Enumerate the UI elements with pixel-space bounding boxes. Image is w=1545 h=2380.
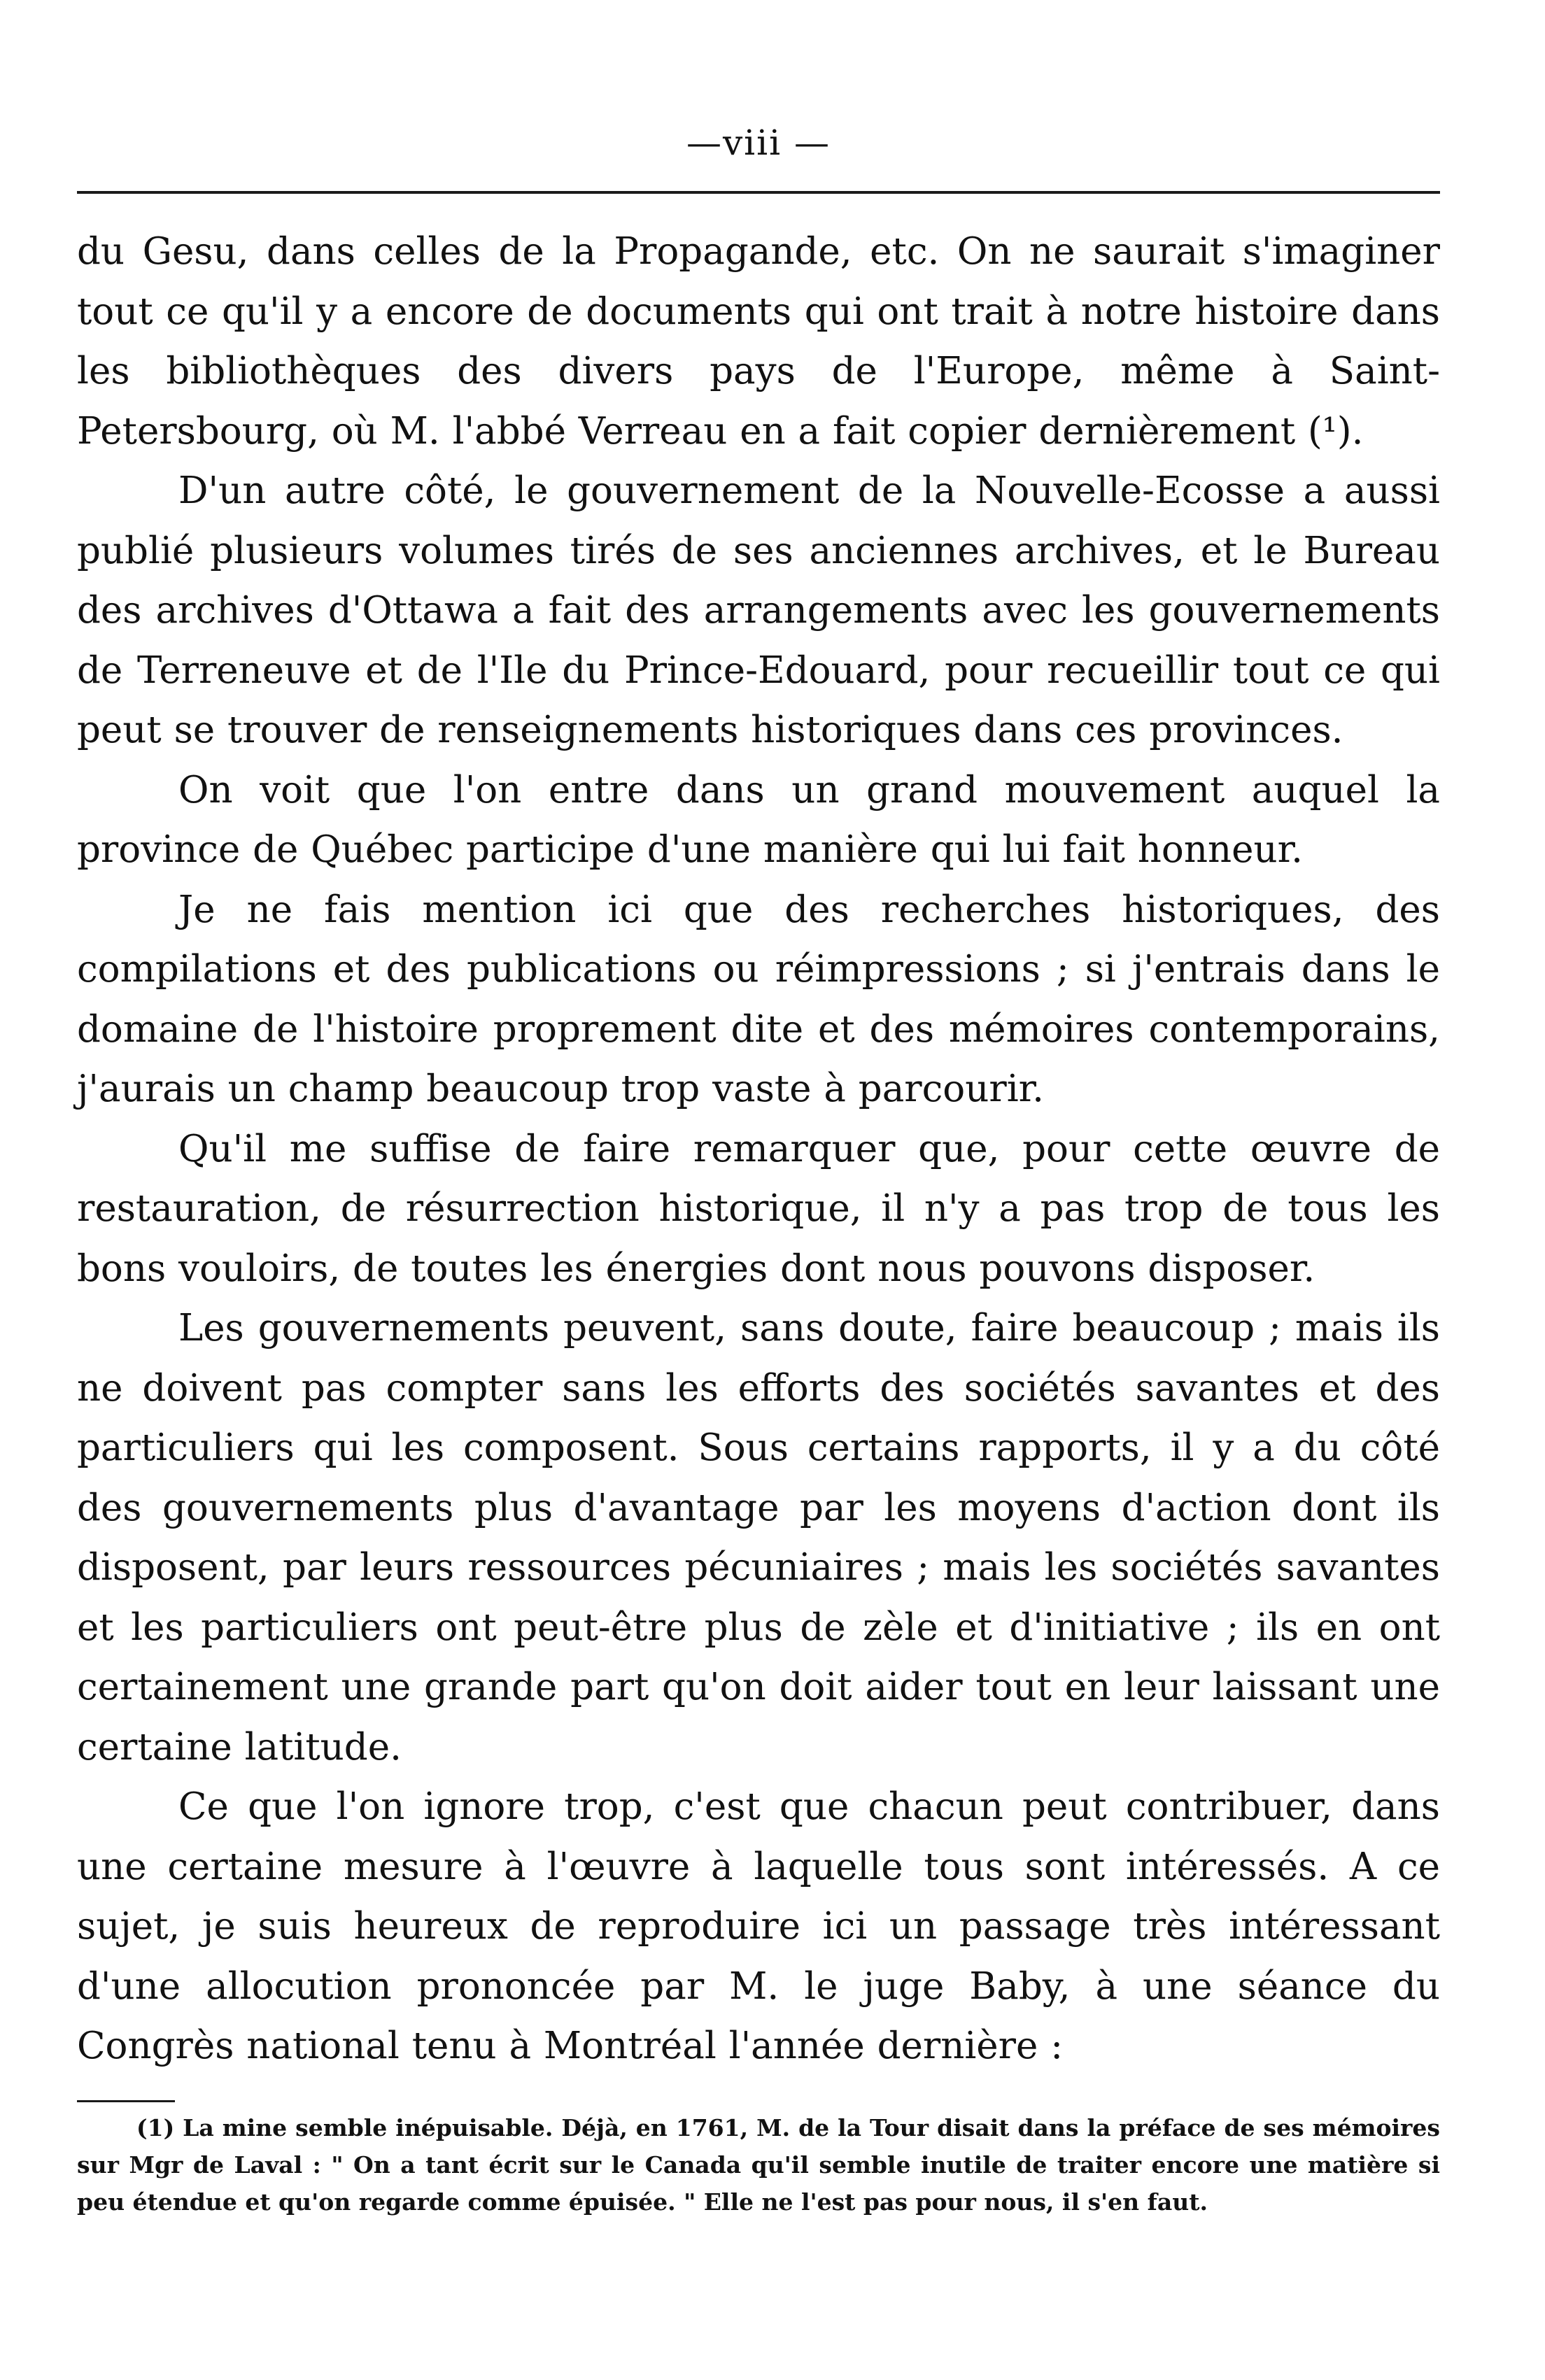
footnote-text: (1) La mine semble inépuisable. Déjà, en 1761, M. de la Tour disait dans la préface de ses mémoires sur Mgr de Laval : " On a tant écrit sur le Canada qu'il semble inutile de traiter encore une matière si peu étendue et qu'on regarde comme épuisée. " Elle ne l'est pas pour nous, il s'en faut. [77,2113,1440,2216]
paragraph-6: Les gouvernements peuvent, sans doute, faire beaucoup ; mais ils ne doivent pas compter sans les efforts des sociétés savantes et des particuliers qui les composent. Sous certains rapports, il y a du côté des gouvernements plus d'avantage par les moyens d'action dont ils disposent, par leurs ressources pécuniaires ; mais les sociétés savantes et les particuliers ont peut-être plus de zèle et d'initiative ; ils en ont certainement une grande part qu'on doit aider tout en leur laissant une certaine latitude. [77,1307,1440,1769]
body-text [77,222,1440,2076]
paragraph-2: D'un autre côté, le gouvernement de la Nouvelle-Ecosse a aussi publié plusieurs volumes tirés de ses anciennes archives, et le Bureau des archives d'Ottawa a fait des arrangements avec les gouvernements de Terreneuve et de l'Ile du Prince-Edouard, pour recueillir tout ce qui peut se trouver de renseignements historiques dans ces provinces. [77,469,1440,751]
paragraph-1: du Gesu, dans celles de la Propagande, etc. On ne saurait s'imaginer tout ce qu'il y a encore de documents qui ont trait à notre histoire dans les bibliothèques des divers pays de l'Europe, même à Saint-Petersbourg, où M. l'abbé Verreau en a fait copier dernièrement (¹). [77,230,1440,453]
footnote-rule [77,2100,175,2102]
footnote [77,2109,1440,2220]
paragraph-7: Ce que l'on ignore trop, c'est que chacun peut contribuer, dans une certaine mesure à l'œuvre à laquelle tous sont intéressés. A ce sujet, je suis heureux de reproduire ici un passage très intéressant d'une allocution prononcée par M. le juge Baby, à une séance du Congrès national tenu à Montréal l'année dernière : [77,1785,1440,2067]
paragraph-5: Qu'il me suffise de faire remarquer que, pour cette œuvre de restauration, de résurrection historique, il n'y a pas trop de tous les bons vouloirs, de toutes les énergies dont nous pouvons disposer. [77,1127,1440,1290]
paragraph-4: Je ne fais mention ici que des recherches historiques, des compilations et des publications ou réimpressions ; si j'entrais dans le domaine de l'histoire proprement dite et des mémoires contemporains, j'aurais un champ beaucoup trop vaste à parcourir. [77,888,1440,1110]
header-rule [77,191,1440,194]
page-number: —viii — [686,122,831,163]
paragraph-3: On voit que l'on entre dans un grand mouvement auquel la province de Québec participe d'une manière qui lui fait honneur. [77,768,1440,871]
